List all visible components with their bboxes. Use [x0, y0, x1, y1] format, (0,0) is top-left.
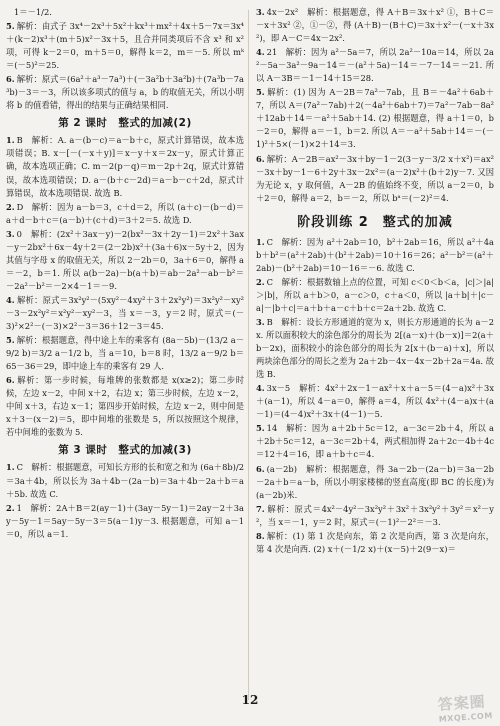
item-text: 解析：第一步时候，每堆牌的张数都是 x(x≥2)；第二步时候，左边 x－2，中间 x＋2，右边 x；第三步时候，左边 x－2，中间 x＋3，右边 x－1；第四步开始时候，左边 x－2，则中间是 x＋3－(x－2)＝5，即中间堆的张数是 5，所以按照这个规律，若中间堆的张数为 5. [6, 375, 244, 438]
answer-item [256, 276, 494, 315]
section-title: 第 2 课时 整式的加减(2) [58, 117, 192, 130]
item-number: 6. [6, 375, 15, 386]
answer-item [256, 153, 494, 205]
answer-item [6, 20, 244, 72]
answer-item [6, 294, 244, 333]
watermark-logo [437, 690, 493, 724]
item-text: C 解析：根据题意，可知长方形的长和宽之和为 (6a＋8b)/2＝3a＋4b，所以长为 3a＋4b－(2a－b)＝3a＋4b－2a＋b＝a＋5b. 故选 C. [6, 462, 244, 499]
answer-item [256, 6, 494, 45]
item-text: 解析：(1) 第 1 次是向东，第 2 次是向西，第 3 次是向东，第 4 次是向西. (2) x＋(－1/2 x)＋(x－5)＋2(9－x)＝ [256, 530, 494, 554]
item-text: C 解析：根据数轴上点的位置，可知 c＜0＜b＜a，|c|＞|a|＞|b|，所以 a＋b＞0，a－c＞0，c＋a＜0，所以 |a＋b|＋|c－a|－|b＋c|＝a＋b＋a－c＋b＋c＝2a＋2b. 故选 C. [256, 276, 494, 313]
item-number: 6. [256, 463, 265, 474]
item-text: 解析：原式＝(6a²＋a³－7a³)＋(－3a²b＋3a²b)＋(7a³b－7a³b)－3＝－3，所以该多项式的值与 a，b 的取值无关，所以小明将 b 的值看错，得出的结果与正确结果相同. [6, 74, 244, 111]
item-number: 6. [256, 153, 265, 164]
right-column [256, 6, 494, 706]
answer-item [6, 334, 244, 373]
item-text: 21 解析：因为 a²－5a＝7，所以 2a²－10a＝14，所以 2a²－5a－3a²－9a－14＝－(a²＋5a)－14＝－7－14＝－21. 所以 A－3B＝－1－14＋15＝28. [256, 47, 494, 84]
column-divider [248, 10, 249, 700]
answer-item [6, 502, 244, 541]
answer-item [256, 503, 494, 529]
item-number: 4. [256, 383, 265, 394]
item-number: 3. [6, 228, 15, 239]
section-title: 阶段训练 2 整式的加减 [297, 214, 453, 230]
answer-item [6, 374, 244, 439]
item-number: 2. [6, 502, 15, 513]
answer-item [256, 236, 494, 275]
item-text: 解析：A－2B＝ax²－3x＋by－1－2(3－y－3/2 x＋x²)＝ax²－3x＋by－1－6＋2y＋3x－2x²＝(a－2)x²＋(b＋2)y－7. 又因为无论 x，y 取何值，A－2B 的值始终不变，所以 a－2＝0，b＋2＝0，解得 a＝2，b＝－2，所以 bᵃ＝(－2)²＝4. [256, 153, 494, 203]
item-text: B 解析：设长方形通道的宽为 x，则长方形通道的长为 a－2x. 所以面积较大的涂色部分的周长为 2[(a－x)＋(b－x)]＝2(a＋b－2x)，面积较小的涂色部分的周长为 2[x＋(b－a)＋x]，所以两块涂色部分的周长之差为 2a＋2b－4x－4x－2b＋2a＝4a. 故选 B. [256, 316, 494, 380]
answer-item [6, 73, 244, 112]
item-text: B 解析：A. a－(b－c)＝a－b＋c，原式计算错误，故本选项错误；B. x－[－(－x＋y)]＝x－y＋x＝2x－y，原式计算正确，故本选项正确；C. m－2(p－q)＝m－2p＋2q，原式计算错误，故本选项错误；D. a－(b＋c－2d)＝a－b－c＋2d，原式计算错误，故本选项错误. 故选 B. [6, 135, 244, 198]
section-title: 第 3 课时 整式的加减(3) [58, 444, 192, 457]
item-text: 0 解析：(2x²＋3ax－y)－2(bx²－3x＋2y－1)＝2x²＋3ax－y－2bx²＋6x－4y＋2＝(2－2b)x²＋(3a＋6)x－5y＋2，因为其值与字母 x 的取值无关，所以 2－2b＝0，3a＋6＝0，解得 a＝－2，b＝1. 所以 a(b－2a)－b(a＋b)＝ab－2a²－ab－b²＝－2a²－b²＝－2×4－1＝－9. [6, 228, 244, 291]
item-text: C 解析：因为 a²＋2ab＝10，b²＋2ab＝16，所以 a²＋4ab＋b²＝(a²＋2ab)＋(b²＋2ab)＝10＋16＝26；a²－b²＝(a²＋2ab)－(b²＋2ab)＝10－16＝－6. 故选 C. [256, 236, 494, 273]
answer-item [256, 463, 494, 502]
item-number: 1. [256, 236, 265, 247]
item-number: 5. [6, 21, 15, 32]
item-text: 解析：根据题意，得中途上车的乘客有 (8a－5b)－(13/2 a－9/2 b)＝3/2 a－1/2 b，当 a＝10，b＝8 时，13/2 a－9/2 b＝65－36＝29，即中途上车的乘客有 29 人. [6, 335, 244, 372]
item-number: 1. [6, 462, 15, 473]
watermark-url: MXQE.COM [438, 711, 493, 724]
left-column [6, 6, 244, 706]
answer-item [6, 134, 244, 199]
item-number: 5. [256, 87, 265, 98]
item-number: 4. [6, 294, 15, 305]
item-text: (a－2b) 解析：根据题意，得 3a－2b－(2a－b)＝3a－2b－2a＋b＝a－b，所以小明家楼梯的竖直高度(即 BC 的长度)为 (a－2b)米. [256, 463, 494, 500]
answer-item [256, 530, 494, 556]
item-text: D 解析：因为 a－b＝3，c＋d＝2，所以 (a＋c)－(b－d)＝a＋d－b＋c＝(a－b)＋(c＋d)＝3＋2＝5. 故选 D. [6, 201, 244, 225]
item-text: 解析：原式＝4x²－4y²－3x²y²＋3x²＋3x²y²＋3y²＝x²－y²，当 x＝－1，y＝2 时，原式＝(－1)²－2²＝－3. [256, 503, 494, 527]
item-number: 7. [256, 503, 265, 514]
item-number: 1. [6, 135, 15, 146]
item-number: 3. [256, 7, 265, 17]
answer-item [256, 316, 494, 381]
item-text: 14 解析：因为 a＋2b＋5c＝12，a－3c＝2b＋4，所以 a＋2b＋5c＝12，a－3c＝2b＋4，两式相加得 2a＋2c－4b＋4c＝12＋4＝16，即 a＋b＋c＝4. [256, 423, 494, 460]
item-text: 解析：由式子 3x⁴－2x³＋5x²＋kx³＋mx²＋4x＋5－7x＝3x⁴＋(k－2)x³＋(m＋5)x²－3x＋5，且合并同类项后不含 x³ 和 x² 项，可得 k－2＝0，m＋5＝0，解得 k＝2，m＝－5. 所以 mᵏ＝(－5)²＝25. [6, 21, 244, 71]
watermark-text: 答案圈 [437, 692, 487, 714]
answer-item [6, 461, 244, 500]
item-number: 2. [6, 201, 15, 212]
item-number: 4. [256, 47, 265, 58]
item-number: 2. [256, 276, 265, 287]
item-number: 6. [6, 74, 15, 85]
item-number: 5. [256, 423, 265, 434]
item-text: 解析：原式＝3x²y²－(5xy²－4xy²＋3＋2x²y²)＝3x²y²－xy²－3－2x²y²＝x²y²－xy²－3，当 x＝－3，y＝2 时，原式＝(－3)²×2²－(－3)×2²－3＝36＋12－3＝45. [6, 294, 244, 332]
answer-item [6, 201, 244, 227]
item-text: 1＝－1/2. [14, 7, 52, 17]
item-text: 4x－2x² 解析：根据题意，得 A＋B＝3x＋x² ①，B＋C＝－x＋3x² ②，①－②，得 (A＋B)－(B＋C)＝3x＋x²－(－x＋3x²)，即 A－C＝4x－2x². [256, 7, 494, 44]
item-text: 3x－5 解析：4x²＋2x－1－ax²＋x＋a－5＝(4－a)x²＋3x＋(a－1)，所以 4－a＝0，解得 a＝4，所以 4x²＋(4－a)x＋(a－1)＝(4－4)x²＋3x＋(4－1)－5. [256, 383, 494, 420]
answer-item [256, 422, 494, 461]
item-text: 解析：(1) 因为 A－2B＝7a²－7ab，且 B＝－4a²＋6ab＋7，所以 A＝(7a²－7ab)＋2(－4a²＋6ab＋7)＝7a²－7ab－8a²＋12ab＋14＝－a²＋5ab＋14. (2) 根据题意，得 a＋1＝0，b－2＝0，解得 a＝－1，b＝2. 所以 A＝－a²＋5ab＋14＝－(－1)²＋5×(－1)×2＋14＝3. [256, 87, 494, 150]
item-text: 1 解析：2A＋B＝2(ay－1)＋(3ay－5y－1)＝2ay－2＋3ay－5y－1＝5ay－5y－3＝5(a－1)y－3. 根据题意，可知 a－1＝0，所以 a＝1. [6, 502, 244, 539]
answer-item [256, 382, 494, 421]
page-number: 12 [241, 693, 259, 707]
item-number: 5. [6, 335, 15, 346]
continued-text [6, 6, 244, 19]
answer-item [6, 228, 244, 293]
item-number: 3. [256, 316, 265, 327]
answer-item [256, 46, 494, 85]
item-number: 8. [256, 530, 265, 541]
answer-item [256, 86, 494, 151]
